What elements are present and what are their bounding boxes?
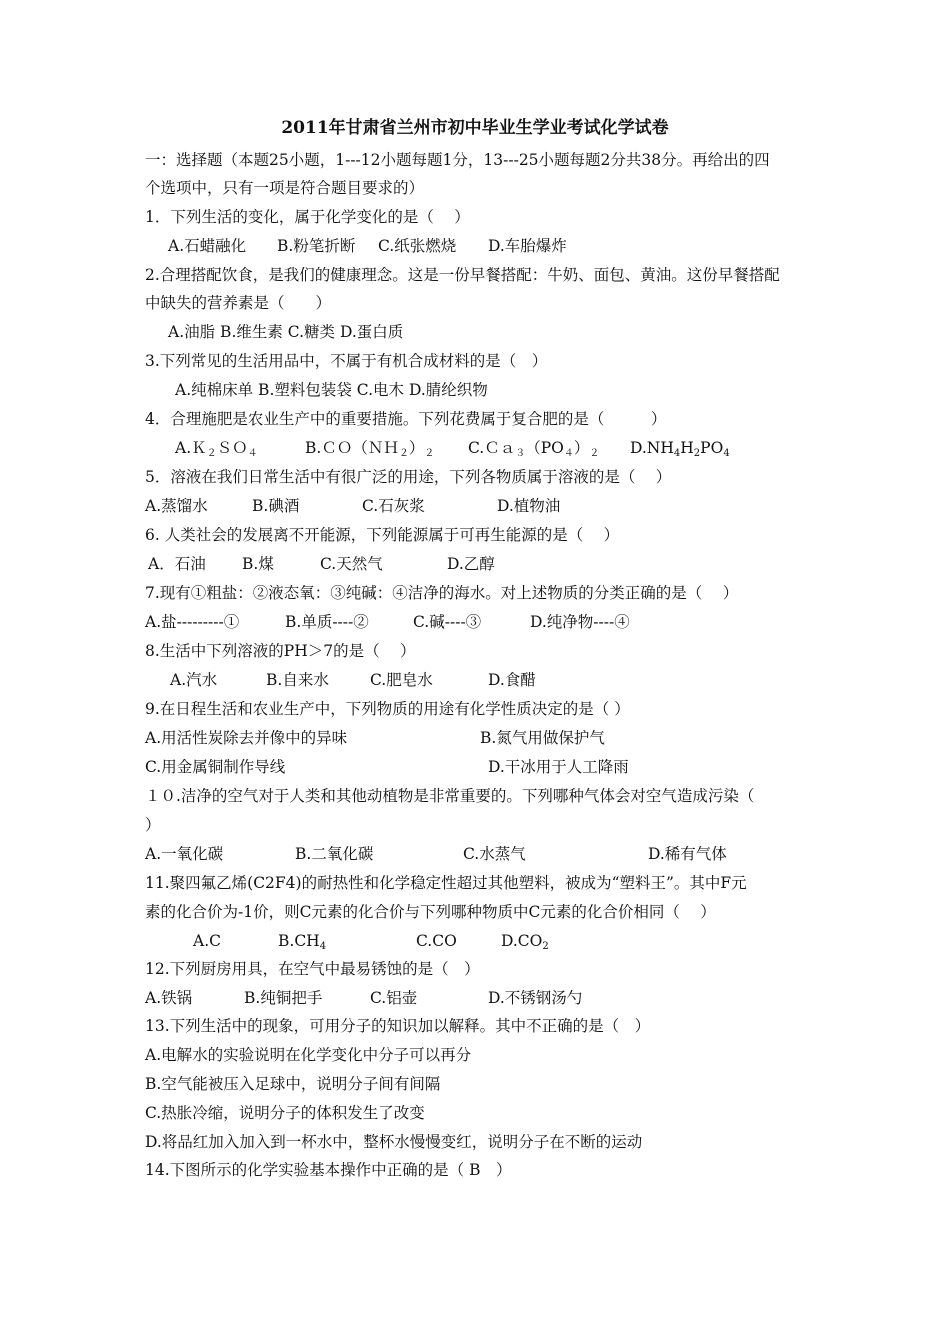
q5-stem: 5．溶液在我们日常生活中有很广泛的用途，下列各物质属于溶液的是（ ） [145, 468, 672, 486]
q4-option-a-text: A.Ｋ [175, 439, 207, 457]
q7-option-a: A.盐---------① [145, 613, 240, 631]
q11-stem-line-1: 11.聚四氟乙烯(C2F4)的耐热性和化学稳定性超过其他塑料，被成为“塑料王”。其中F元 [145, 874, 747, 892]
q6-option-d: D.乙醇 [447, 555, 495, 573]
q7-option-b: B.单质----② [285, 613, 369, 631]
q4-option-c [468, 438, 599, 464]
q6-option-c: C.天然气 [320, 555, 383, 573]
q11-option-b-text: B.CH [278, 932, 320, 950]
q13-option-a: A.电解水的实验说明在化学变化中分子可以再分 [145, 1046, 472, 1064]
q4-option-a-sub-2: ４ [247, 448, 258, 459]
q4-option-d-sub-3: 4 [723, 448, 730, 459]
q10-option-a: A.一氧化碳 [145, 845, 224, 863]
q4-option-c-text: C.Ｃａ [468, 439, 516, 457]
q8-option-a: A.汽水 [170, 671, 218, 689]
q1-option-d: D.车胎爆炸 [488, 237, 567, 255]
q9-option-c: C.用金属铜制作导线 [145, 758, 286, 776]
q8-stem: 8.生活中下列溶液的PH＞7的是（ ） [145, 642, 416, 660]
q7-option-c: C.碱----③ [413, 613, 482, 631]
q10-stem-line-2: ） [145, 816, 161, 834]
q4-option-c-sub: ３ [515, 448, 526, 459]
q4-option-d-sub: 4 [673, 448, 681, 459]
section-intro-line-1: 一：选择题（本题25小题，1---12小题每题1分，13---25小题每题2分共38分。再给出的四 [145, 151, 770, 169]
q11-option-b [278, 931, 326, 957]
q6-stem: 6. 人类社会的发展离不开能源，下列能源属于可再生能源的是（ ） [145, 526, 620, 544]
q4-stem: 4．合理施肥是农业生产中的重要措施。下列花费属于复合肥的是（ ） [145, 410, 667, 428]
q11-option-b-sub: 4 [319, 941, 327, 952]
q13-option-c: C.热胀冷缩，说明分子的体积发生了改变 [145, 1104, 425, 1122]
q11-option-a: A.C [193, 932, 221, 950]
q11-option-d [501, 931, 549, 957]
q13-option-b: B.空气能被压入足球中，说明分子间有间隔 [145, 1075, 441, 1093]
q13-option-d: D.将品红加入加入到一杯水中，整杯水慢慢变红，说明分子在不断的运动 [145, 1133, 643, 1151]
q2-stem-line-2: 中缺失的营养素是（ ） [145, 294, 332, 312]
q13-stem: 13.下列生活中的现象，可用分子的知识加以解释。其中不正确的是（ ） [145, 1017, 651, 1035]
q1-options [0, 236, 950, 356]
q5-option-c: C.石灰浆 [362, 497, 425, 515]
q5-option-a: A.蒸馏水 [145, 497, 208, 515]
q4-option-d-sub-2: 2 [693, 448, 701, 459]
q4-option-c-text-3: ） [573, 439, 590, 457]
q11-option-d-sub: 2 [542, 941, 549, 952]
q4-option-c-sub-2: ４ [563, 448, 574, 459]
q4-option-d-text-2: H [680, 439, 694, 457]
q12-option-d: D.不锈钢汤勺 [488, 989, 583, 1007]
q11-stem-line-2: 素的化合价为-1价，则C元素的化合价与下列哪种物质中C元素的化合价相同（ ） [145, 903, 716, 921]
q11-option-d-text: D.CO [501, 932, 543, 950]
q10-option-c: C.水蒸气 [463, 845, 526, 863]
q1-stem: 1．下列生活的变化，属于化学变化的是（ ） [145, 208, 470, 226]
q4-option-c-sub-3: ２ [589, 448, 600, 459]
q1-option-b: B.粉笔折断 [277, 237, 356, 255]
q4-option-b [305, 438, 434, 464]
q5-option-d: D.植物油 [497, 497, 561, 515]
q8-option-b: B.自来水 [266, 671, 329, 689]
q8-option-c: C.肥皂水 [370, 671, 433, 689]
q9-option-a: A.用活性炭除去并像中的异味 [145, 729, 348, 747]
q11-option-c: C.CO [416, 932, 457, 950]
q3-options: A.纯棉床单 B.塑料包装袋 C.电木 D.腈纶织物 [175, 381, 488, 399]
q4-option-a [175, 438, 258, 464]
q6-option-a: A．石油 [148, 555, 206, 573]
q4-option-a-sub: ２ [206, 448, 217, 459]
q12-options [0, 988, 950, 1108]
q1-option-c: C.纸张燃烧 [378, 237, 457, 255]
q12-stem: 12.下列厨房用具，在空气中最易锈蚀的是（ ） [145, 960, 480, 978]
q4-option-d-text: D.NH [630, 439, 674, 457]
q1-option-a: A.石蜡融化 [168, 237, 247, 255]
q5-option-b: B.碘酒 [252, 497, 300, 515]
q4-option-b-text: B.ＣＯ（ＮＨ [305, 439, 399, 457]
q3-stem: 3.下列常见的生活用品中，不属于有机合成材料的是（ ） [145, 352, 548, 370]
q4-option-b-sub-2: ２ [424, 448, 435, 459]
q2-stem-line-1: 2.合理搭配饮食，是我们的健康理念。这是一份早餐搭配：牛奶、面包、黄油。这份早餐搭配 [145, 266, 780, 284]
q12-option-c: C.铝壶 [370, 989, 418, 1007]
q4-option-d [630, 438, 730, 464]
q9-stem: 9.在日程生活和农业生产中，下列物质的用途有化学性质决定的是（ ） [145, 700, 630, 718]
section-intro-line-2: 个选项中，只有一项是符合题目要求的） [145, 179, 425, 197]
q7-stem: 7.现有①粗盐：②液态氧：③纯碱：④洁净的海水。对上述物质的分类正确的是（ ） [145, 584, 739, 602]
q4-option-a-text-2: ＳＯ [216, 439, 248, 457]
q8-option-d: D.食醋 [488, 671, 536, 689]
q9-option-b: B.氮气用做保护气 [480, 729, 605, 747]
q10-option-b: B.二氧化碳 [295, 845, 374, 863]
q7-option-d: D.纯净物----④ [530, 613, 630, 631]
q9-option-d: D.干冰用于人工降雨 [488, 758, 629, 776]
q10-stem-line-1: １０.洁净的空气对于人类和其他动植物是非常重要的。下列哪种气体会对空气造成污染（ [145, 787, 755, 805]
page-title: 2011年甘肃省兰州市初中毕业生学业考试化学试卷 [281, 118, 669, 138]
q12-option-a: A.铁锅 [145, 989, 193, 1007]
q2-options: A.油脂 B.维生素 C.糖类 D.蛋白质 [168, 323, 404, 341]
q10-option-d: D.稀有气体 [648, 845, 727, 863]
q12-option-b: B.纯铜把手 [244, 989, 323, 1007]
q4-option-b-text-2: ） [408, 439, 425, 457]
q4-option-c-text-2: （PO [525, 439, 564, 457]
q4-option-b-sub: ２ [398, 448, 409, 459]
q6-option-b: B.煤 [242, 555, 274, 573]
q14-stem: 14.下图所示的化学实验基本操作中正确的是（ B ） [145, 1161, 512, 1179]
q4-option-d-text-3: PO [700, 439, 724, 457]
